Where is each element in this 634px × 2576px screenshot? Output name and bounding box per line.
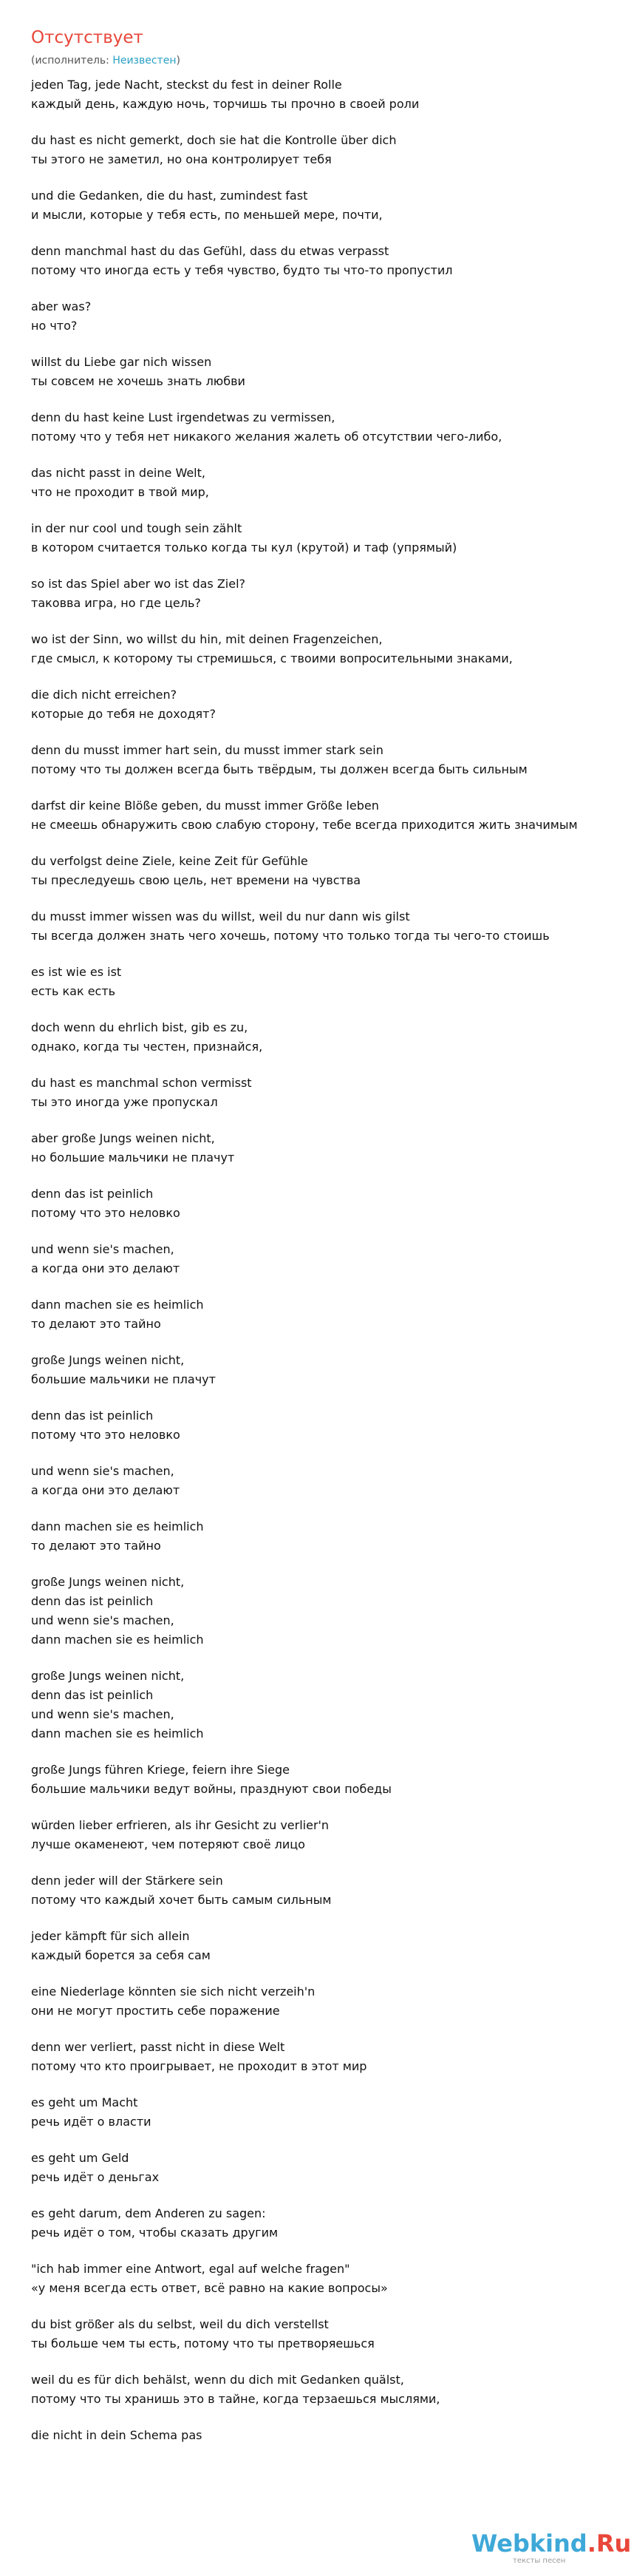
lyric-line: потому что ты хранишь это в тайне, когда терзаешься мыслями, bbox=[31, 2392, 440, 2406]
lyric-line: große Jungs führen Kriege, feiern ihre Siege bbox=[31, 1763, 290, 1777]
lyric-line: und wenn sie's machen, bbox=[31, 1242, 174, 1256]
lyrics-stanza bbox=[31, 242, 634, 280]
lyric-line: а когда они это делают bbox=[31, 1483, 180, 1497]
lyrics-stanza bbox=[31, 186, 634, 225]
lyrics-stanza bbox=[31, 1406, 634, 1445]
lyric-line: das nicht passt in deine Welt, bbox=[31, 466, 205, 480]
lyric-line: große Jungs weinen nicht, bbox=[31, 1669, 185, 1683]
lyrics-stanza bbox=[31, 75, 634, 114]
lyric-line: «у меня всегда есть ответ, всё равно на какие вопросы» bbox=[31, 2281, 388, 2295]
lyric-line: du bist größer als du selbst, weil du dich verstellst bbox=[31, 2317, 329, 2331]
lyric-line: потому что кто проигрывает, не проходит в этот мир bbox=[31, 2059, 367, 2073]
lyrics-stanza bbox=[31, 2149, 634, 2187]
lyric-line: große Jungs weinen nicht, bbox=[31, 1575, 185, 1589]
lyrics-stanza bbox=[31, 1667, 634, 1743]
lyric-line: denn du hast keine Lust irgendetwas zu vermissen, bbox=[31, 410, 335, 424]
lyric-line: ты преследуешь свою цель, нет времени на чувства bbox=[31, 873, 361, 887]
lyric-line: потому что у тебя нет никакого желания жалеть об отсутствии чего-либо, bbox=[31, 430, 502, 444]
lyric-line: es geht um Macht bbox=[31, 2095, 138, 2109]
lyric-line: и мысли, которые у тебя есть, по меньшей мере, почти, bbox=[31, 208, 383, 222]
lyrics-stanza bbox=[31, 1074, 634, 1112]
lyric-line: darfst dir keine Blöße geben, du musst immer Größe leben bbox=[31, 799, 379, 813]
lyrics-stanza bbox=[31, 131, 634, 169]
lyrics-stanza bbox=[31, 1295, 634, 1334]
lyric-line: weil du es für dich behälst, wenn du dich mit Gedanken quälst, bbox=[31, 2373, 404, 2387]
lyric-line: denn du musst immer hart sein, du musst immer stark sein bbox=[31, 743, 384, 757]
lyrics-stanza bbox=[31, 685, 634, 724]
lyrics-stanza bbox=[31, 297, 634, 336]
lyric-line: eine Niederlage könnten sie sich nicht verzeih'n bbox=[31, 1984, 316, 1999]
lyrics-stanza bbox=[31, 1871, 634, 1910]
lyric-line: не смеешь обнаружить свою слабую сторону, тебе всегда приходится жить значимым bbox=[31, 818, 578, 832]
lyric-line: es ist wie es ist bbox=[31, 965, 122, 979]
lyric-line: es geht um Geld bbox=[31, 2151, 129, 2165]
lyric-line: jeden Tag, jede Nacht, steckst du fest in deiner Rolle bbox=[31, 78, 342, 92]
lyric-line: aber große Jungs weinen nicht, bbox=[31, 1131, 215, 1145]
lyric-line: denn das ist peinlich bbox=[31, 1594, 154, 1608]
lyrics-stanza bbox=[31, 2315, 634, 2353]
lyrics-stanza bbox=[31, 630, 634, 668]
lyric-line: потому что иногда есть у тебя чувство, будто ты что-то пропустил bbox=[31, 263, 453, 277]
lyrics-stanza bbox=[31, 1982, 634, 2021]
logo-tagline: тексты песен bbox=[513, 2557, 566, 2565]
lyrics-stanza bbox=[31, 907, 634, 946]
lyric-line: aber was? bbox=[31, 299, 92, 313]
lyrics-stanza bbox=[31, 408, 634, 447]
lyric-line: du hast es nicht gemerkt, doch sie hat die Kontrolle über dich bbox=[31, 133, 397, 147]
lyric-line: что не проходит в твой мир, bbox=[31, 485, 209, 499]
performer-suffix: ) bbox=[176, 55, 180, 67]
lyrics-stanza bbox=[31, 464, 634, 502]
lyric-line: würden lieber erfrieren, als ihr Gesicht zu verlier'n bbox=[31, 1818, 330, 1832]
lyric-line: большие мальчики ведут войны, празднуют свои победы bbox=[31, 1782, 392, 1796]
lyric-line: denn wer verliert, passt nicht in diese Welt bbox=[31, 2040, 285, 2054]
lyrics-stanza bbox=[31, 741, 634, 779]
lyric-line: so ist das Spiel aber wo ist das Ziel? bbox=[31, 577, 246, 591]
lyric-line: doch wenn du ehrlich bist, gib es zu, bbox=[31, 1020, 248, 1034]
lyric-line: du hast es manchmal schon vermisst bbox=[31, 1076, 252, 1090]
lyrics-stanza bbox=[31, 574, 634, 613]
performer-link[interactable]: Неизвестен bbox=[112, 55, 177, 67]
lyric-line: речь идёт о власти bbox=[31, 2115, 151, 2129]
lyric-line: а когда они это делают bbox=[31, 1261, 180, 1275]
lyrics-stanza bbox=[31, 1760, 634, 1799]
lyric-line: то делают это тайно bbox=[31, 1539, 161, 1553]
lyric-line: in der nur cool und tough sein zählt bbox=[31, 521, 242, 535]
lyric-line: потому что это неловко bbox=[31, 1428, 180, 1442]
lyric-line: потому что ты должен всегда быть твёрдым, ты должен всегда быть сильным bbox=[31, 762, 528, 776]
lyrics-stanza bbox=[31, 1240, 634, 1278]
lyric-line: но что? bbox=[31, 319, 78, 333]
lyrics-stanza bbox=[31, 796, 634, 835]
lyric-line: которые до тебя не доходят? bbox=[31, 707, 216, 721]
lyrics-stanza bbox=[31, 1462, 634, 1500]
lyric-line: потому что каждый хочет быть самым сильным bbox=[31, 1893, 332, 1907]
lyric-line: ты совсем не хочешь знать любви bbox=[31, 374, 245, 388]
lyrics-stanza bbox=[31, 2093, 634, 2132]
lyric-line: ты это иногда уже пропускал bbox=[31, 1095, 218, 1109]
lyrics-stanza bbox=[31, 1351, 634, 1389]
lyric-line: потому что это неловко bbox=[31, 1206, 180, 1220]
lyrics-stanza bbox=[31, 2370, 634, 2409]
performer-prefix: (исполнитель: bbox=[31, 55, 113, 67]
lyric-line: большие мальчики не плачут bbox=[31, 1372, 216, 1386]
lyric-line: ты больше чем ты есть, потому что ты претворяешься bbox=[31, 2336, 375, 2350]
lyric-line: однако, когда ты честен, признайся, bbox=[31, 1040, 263, 1054]
lyrics-stanza bbox=[31, 2260, 634, 2298]
lyrics-stanza bbox=[31, 2204, 634, 2243]
lyric-line: du verfolgst deine Ziele, keine Zeit für Gefühle bbox=[31, 854, 308, 868]
lyrics-stanza bbox=[31, 963, 634, 1001]
lyrics-stanza bbox=[31, 1129, 634, 1167]
lyrics-stanza bbox=[31, 353, 634, 391]
lyric-line: große Jungs weinen nicht, bbox=[31, 1353, 185, 1367]
lyric-line: willst du Liebe gar nich wissen bbox=[31, 355, 212, 369]
lyric-line: таковва игра, но где цель? bbox=[31, 596, 201, 610]
lyric-line: то делают это тайно bbox=[31, 1317, 161, 1331]
lyric-line: в котором считается только когда ты кул (крутой) и таф (упрямый) bbox=[31, 540, 457, 555]
lyric-line: wo ist der Sinn, wo willst du hin, mit deinen Fragenzeichen, bbox=[31, 632, 383, 646]
lyric-line: jeder kämpft für sich allein bbox=[31, 1929, 190, 1943]
lyric-line: каждый день, каждую ночь, торчишь ты прочно в своей роли bbox=[31, 97, 420, 111]
lyrics-stanza bbox=[31, 519, 634, 557]
lyrics-stanza bbox=[31, 1018, 634, 1057]
lyric-line: und die Gedanken, die du hast, zumindest fast bbox=[31, 189, 308, 203]
lyric-line: denn manchmal hast du das Gefühl, dass du etwas verpasst bbox=[31, 244, 389, 258]
site-logo[interactable] bbox=[471, 2529, 631, 2573]
lyrics-stanza bbox=[31, 1184, 634, 1223]
logo-domain: .Ru bbox=[587, 2529, 632, 2558]
lyric-line: есть как есть bbox=[31, 984, 116, 998]
lyrics-body bbox=[31, 75, 634, 2462]
lyric-line: где смысл, к которому ты стремишься, с твоими вопросительными знаками, bbox=[31, 651, 513, 665]
lyric-line: dann machen sie es heimlich bbox=[31, 1298, 204, 1312]
lyrics-stanza bbox=[31, 852, 634, 890]
lyric-line: речь идёт о деньгах bbox=[31, 2170, 160, 2184]
song-title: Отсутствует bbox=[31, 28, 143, 47]
lyric-line: du musst immer wissen was du willst, weil du nur dann wis gilst bbox=[31, 909, 410, 923]
lyrics-stanza bbox=[31, 1517, 634, 1556]
lyrics-stanza bbox=[31, 2426, 634, 2445]
lyric-line: die nicht in dein Schema pas bbox=[31, 2428, 202, 2442]
lyric-line: und wenn sie's machen, bbox=[31, 1613, 174, 1627]
lyric-line: es geht darum, dem Anderen zu sagen: bbox=[31, 2206, 266, 2220]
lyric-line: dann machen sie es heimlich bbox=[31, 1633, 204, 1647]
lyric-line: "ich hab immer eine Antwort, egal auf welche fragen" bbox=[31, 2262, 350, 2276]
lyric-line: denn das ist peinlich bbox=[31, 1187, 154, 1201]
lyric-line: ты этого не заметил, но она контролирует тебя bbox=[31, 152, 332, 166]
lyric-line: die dich nicht erreichen? bbox=[31, 688, 177, 702]
lyric-line: лучше окаменеют, чем потеряют своё лицо bbox=[31, 1837, 305, 1851]
lyrics-stanza bbox=[31, 1927, 634, 1965]
lyric-line: und wenn sie's machen, bbox=[31, 1464, 174, 1478]
lyric-line: они не могут простить себе поражение bbox=[31, 2004, 280, 2018]
lyrics-stanza bbox=[31, 1573, 634, 1650]
performer-line bbox=[31, 55, 180, 67]
logo-wordmark bbox=[471, 2529, 631, 2558]
lyric-line: dann machen sie es heimlich bbox=[31, 1726, 204, 1741]
lyrics-stanza bbox=[31, 2038, 634, 2076]
lyric-line: denn das ist peinlich bbox=[31, 1688, 154, 1702]
lyrics-stanza bbox=[31, 1816, 634, 1854]
lyric-line: но большие мальчики не плачут bbox=[31, 1150, 235, 1165]
lyric-line: und wenn sie's machen, bbox=[31, 1707, 174, 1721]
lyric-line: ты всегда должен знать чего хочешь, потому что только тогда ты чего-то стоишь bbox=[31, 929, 550, 943]
lyric-line: dann machen sie es heimlich bbox=[31, 1519, 204, 1533]
lyric-line: каждый борется за себя сам bbox=[31, 1948, 211, 1962]
lyric-line: denn jeder will der Stärkere sein bbox=[31, 1874, 223, 1888]
lyric-line: denn das ist peinlich bbox=[31, 1409, 154, 1423]
logo-word: Webkind bbox=[471, 2529, 587, 2558]
lyric-line: речь идёт о том, чтобы сказать другим bbox=[31, 2226, 279, 2240]
